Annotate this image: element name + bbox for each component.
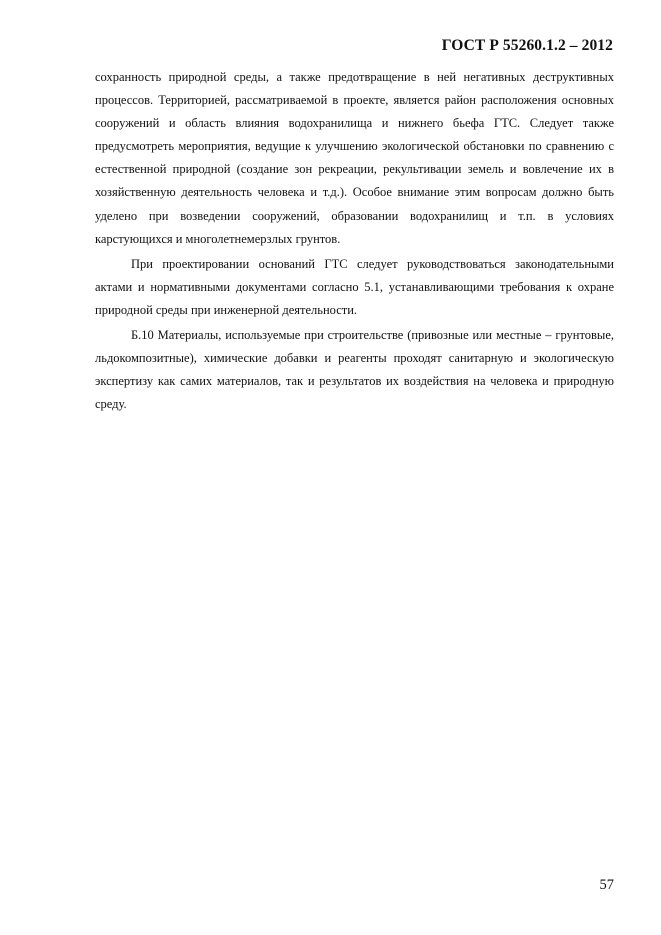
paragraph-b10-materials: Б.10 Материалы, используемые при строительстве (привозные или местные – грунтовые, льдокомпозитные), химические добавки и реагенты проходят санитарную и экологическую экспертизу как самих материалов, так и результатов их воздействия на человека и природную среду.: [95, 328, 614, 412]
paragraph-continuation: сохранность природной среды, а также предотвращение в ней негативных деструктивных процессов. Территорией, рассматриваемой в проекте, является район расположения основных сооружений и область влияния водохранилища и нижнего бьефа ГТС. Следует также предусмотреть мероприятия, ведущие к улучшению экологической обстановки по сравнению с естественной природной (создание зон рекреации, рекультивации земель и вовлечение их в хозяйственную деятельность человека и т.д.). Особое внимание этим вопросам должно быть уделено при возведении сооружений, образовании водохранилищ и т.п. в условиях карстующихся и многолетнемерзлых грунтов.: [95, 70, 614, 246]
page-number: 57: [599, 877, 614, 893]
document-code-header: ГОСТ Р 55260.1.2 – 2012: [441, 37, 613, 54]
document-body: [95, 66, 614, 416]
paragraph-legislation: При проектировании оснований ГТС следует руководствоваться законодательными актами и нормативными документами согласно 5.1, устанавливающими требования к охране природной среды при инженерной деятельности.: [95, 256, 614, 317]
